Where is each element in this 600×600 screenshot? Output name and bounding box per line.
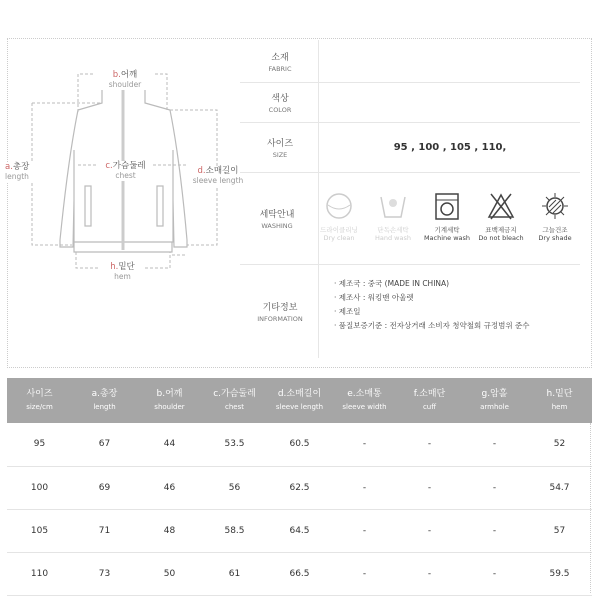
header-armhole: [462, 378, 527, 423]
header-sleeve-width: [332, 378, 397, 423]
label-text: Dry clean: [323, 234, 355, 242]
washing-label: 세탁안내: [259, 210, 295, 220]
header-cuff: [397, 378, 462, 423]
info-line: · 품질보증기준 : 전자상거래 소비자 청약철회 규정범위 준수: [334, 319, 580, 333]
color-label: 색상: [271, 94, 289, 104]
label-text: b.어깨: [156, 388, 183, 399]
washing-label-en: WASHING: [261, 222, 293, 230]
table-cell: -: [462, 509, 527, 552]
label-text: c.가슴둘레: [213, 388, 256, 399]
information-label-en: INFORMATION: [257, 315, 303, 323]
size-label: 사이즈: [266, 139, 294, 149]
table-cell: 95: [7, 423, 72, 466]
chest-label: c.가슴둘레 chest: [98, 161, 153, 181]
table-row: [7, 466, 592, 509]
label-text: d.소매길이: [277, 388, 322, 399]
hand-wash-icon: [378, 191, 408, 221]
label-text: Dry shade: [538, 234, 572, 242]
label-text: [327, 194, 351, 218]
info-line: · 제조일: [334, 305, 580, 319]
dry-shade-icon: [540, 191, 570, 221]
wash-item-dry-shade: [530, 191, 580, 242]
table-cell: -: [332, 423, 397, 466]
label-text: 기계세탁: [434, 226, 460, 234]
table-cell: 60.5: [267, 423, 332, 466]
table-cell: 58.5: [202, 509, 267, 552]
table-border: [590, 423, 591, 593]
label-text: armhole: [480, 402, 509, 411]
table-cell: 64.5: [267, 509, 332, 552]
label-text: [441, 203, 453, 215]
label-text: e.소매통: [347, 388, 382, 399]
table-cell: 48: [137, 509, 202, 552]
label-text: hem: [551, 402, 568, 411]
label-text: a.총장: [91, 388, 118, 399]
table-cell: -: [397, 509, 462, 552]
wash-item-no-bleach: [476, 191, 526, 242]
label-text: shoulder: [154, 402, 185, 411]
header-length: [72, 378, 137, 423]
label-text: 사이즈: [26, 388, 53, 399]
color-row: [240, 83, 580, 123]
table-cell: 44: [137, 423, 202, 466]
wash-item-hand-wash: [368, 191, 418, 242]
table-cell: 100: [7, 466, 72, 509]
label-text: h.밑단: [546, 388, 573, 399]
no-bleach-icon: [486, 191, 516, 221]
label-text: 그늘건조: [542, 226, 568, 234]
table-cell: 56: [202, 466, 267, 509]
label-text: [542, 193, 568, 219]
size-row: [240, 123, 580, 173]
table-cell: 57: [527, 509, 592, 552]
fabric-label-en: FABRIC: [268, 64, 292, 73]
label-text: Hand wash: [375, 234, 411, 242]
table-cell: -: [397, 423, 462, 466]
hem-label: h.밑단 hem: [100, 262, 145, 282]
sleeve-length-label: d.소매길이 sleeve length: [188, 166, 248, 186]
label-text: length: [93, 402, 116, 411]
label-text: g.암홀: [481, 388, 508, 399]
label-text: [328, 205, 350, 209]
size-table: [7, 378, 592, 596]
table-cell: 50: [137, 552, 202, 595]
information-label: 기타정보: [262, 303, 298, 313]
label-text: [389, 199, 397, 207]
washing-row: [240, 173, 580, 265]
table-cell: 52: [527, 423, 592, 466]
table-cell: 67: [72, 423, 137, 466]
header-hem: [527, 378, 592, 423]
fabric-label: 소재: [271, 52, 289, 63]
table-cell: 105: [7, 509, 72, 552]
table-cell: -: [332, 552, 397, 595]
table-row: [7, 509, 592, 552]
jacket-diagram: [0, 40, 245, 340]
header-shoulder: [137, 378, 202, 423]
label-text: 드라이클리닝: [320, 226, 358, 234]
table-cell: 61: [202, 552, 267, 595]
label-text: sleeve width: [342, 402, 387, 411]
table-cell: 59.5: [527, 552, 592, 595]
info-line: · 제조사 : 워킹맨 아울렛: [334, 291, 580, 305]
table-row: [7, 552, 592, 595]
table-cell: 54.7: [527, 466, 592, 509]
table-row: [7, 423, 592, 466]
table-cell: -: [397, 466, 462, 509]
header-sleeve-length: [267, 378, 332, 423]
length-label: a.총장 length: [5, 162, 45, 182]
label-text: Machine wash: [423, 234, 471, 242]
table-cell: 73: [72, 552, 137, 595]
label-text: size/cm: [26, 402, 53, 411]
label-text: f.소매단: [413, 388, 446, 399]
table-cell: -: [332, 466, 397, 509]
table-cell: 110: [7, 552, 72, 595]
label-text: chest: [225, 402, 244, 411]
table-cell: 71: [72, 509, 137, 552]
wash-item-dry-clean: [314, 191, 364, 242]
size-label-en: SIZE: [272, 151, 288, 159]
information-row: [240, 265, 580, 358]
label-text: cuff: [422, 402, 437, 411]
divider: [318, 40, 319, 358]
table-cell: -: [462, 466, 527, 509]
table-cell: -: [462, 423, 527, 466]
label-text: 단독손세탁: [377, 226, 409, 234]
table-cell: -: [332, 509, 397, 552]
header-size: [7, 378, 72, 423]
size-table-header: [7, 378, 592, 423]
fabric-row: [240, 40, 580, 83]
table-cell: -: [397, 552, 462, 595]
label-text: Do not bleach: [478, 234, 524, 242]
info-line: · 제조국 : 중국 (MADE IN CHINA): [334, 277, 580, 291]
table-cell: 62.5: [267, 466, 332, 509]
table-cell: 69: [72, 466, 137, 509]
table-cell: -: [462, 552, 527, 595]
table-cell: 66.5: [267, 552, 332, 595]
table-cell: 53.5: [202, 423, 267, 466]
dry-clean-icon: [324, 191, 354, 221]
machine-wash-icon: [432, 191, 462, 221]
color-label-en: COLOR: [268, 106, 292, 114]
size-value: 95 , 100 , 105 , 110,: [393, 142, 507, 153]
header-chest: [202, 378, 267, 423]
wash-item-machine-wash: [422, 191, 472, 242]
table-cell: 46: [137, 466, 202, 509]
label-text: 표백제금지: [485, 226, 517, 234]
shoulder-label: b.어깨 shoulder: [95, 70, 155, 90]
label-text: sleeve length: [275, 402, 324, 411]
